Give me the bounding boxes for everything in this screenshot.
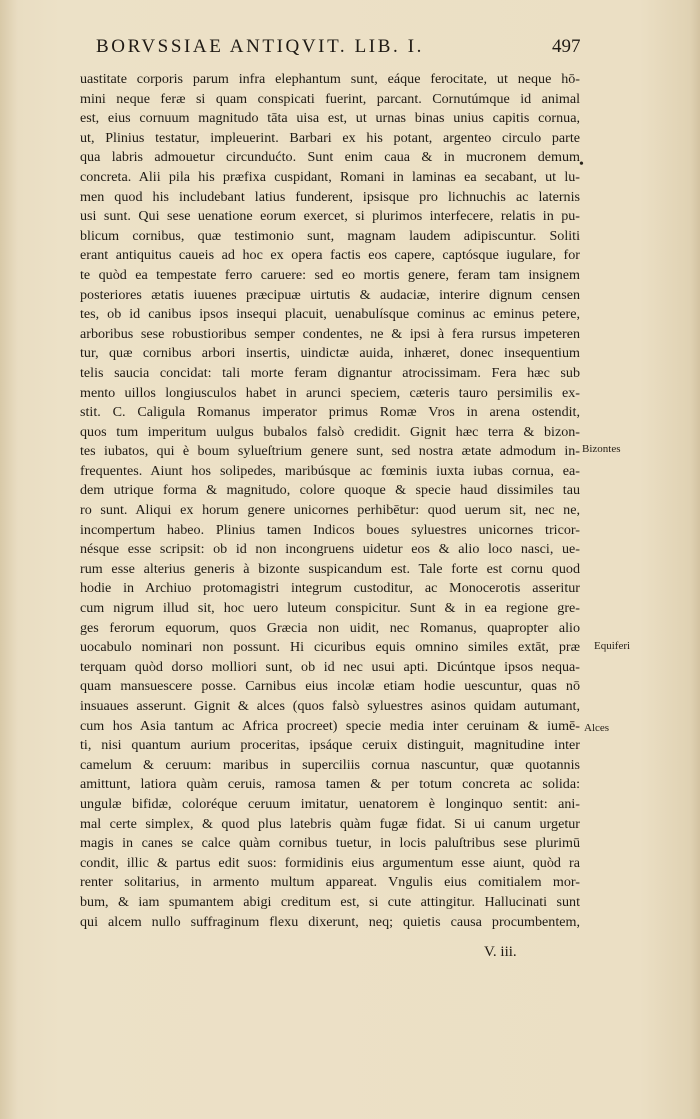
running-title: BORVSSIAE ANTIQVIT. LIB. I. — [96, 36, 424, 57]
text-line: magis in canes se calce quàm cornibus tuetur, in locis paluſtribus sese plurimū — [80, 835, 580, 852]
text-line: frequentes. Aiunt hos solipedes, maribúsque ac fœminis iuxta iubas cornua, ea- — [80, 462, 580, 479]
text-line: renter solitarius, in armento multum appareat. Vngulis eius comitialem mor- — [80, 874, 580, 891]
text-line: tes, ob id canibus ipsos insequi placuit, uenabulísque cominus ac eminus petere, — [80, 306, 580, 323]
marginal-note-alces: Alces — [584, 722, 610, 734]
text-line: incompertum habeo. Plinius tamen Indicos boues syluestres unicornes tricor- — [80, 521, 580, 538]
text-line: hodie in Archiuo protomagistri integrum custoditur, ac Monocerotis asseritur — [80, 580, 580, 597]
text-line: posteriores ætatis iuuenes præcipuæ uirtutis & audaciæ, interire dignum censen — [80, 286, 580, 303]
text-line: ges ferorum equorum, quos Græcia non uidit, nec Romanus, quapropter alio — [80, 619, 580, 636]
text-line: camelum & ceruum: maribus in superciliis cornua nascuntur, quæ quotannis — [80, 756, 580, 773]
text-line: uastitate corporis parum infra elephantum sunt, eáque ferocitate, ut neque hō- — [80, 71, 580, 87]
text-line: quam mansuescere posse. Carnibus eius incolæ etiam hodie uescuntur, quas nō — [80, 678, 580, 695]
text-line: erant antiquitus caueis ad hoc ex opera factis eos capere, captósque iugulare, for — [80, 247, 580, 264]
text-line: ti, nisi quantum aurium proceritas, ipsáque ceruix distinguit, magnitudine inter — [80, 737, 580, 754]
text-line: nésque esse scripsit: ob id non incongruens uidetur eos & alio loco nasci, ue- — [80, 541, 580, 558]
margin-mark: • — [579, 157, 584, 172]
text-line: te quòd ea tempestate ferro caruere: sed eo mortis genere, feram tam insignem — [80, 266, 580, 283]
body-text — [80, 70, 580, 932]
text-line: quos tum imperitum uulgus bubalos falsò credidit. Gignit hæc terra & bizon- — [80, 423, 580, 440]
text-line: qui alcem nullo suffraginum flexu dixerunt, neq; quietis causa procumbentem, — [80, 913, 580, 930]
text-line: ungulæ bifidæ, coloréque ceruum imitatur, uenatorem è longinquo sentit: ani- — [80, 795, 580, 812]
text-line: bum, & iam spumantem abigi creditum est, si cute attingitur. Hallucinati sunt — [80, 893, 580, 910]
text-line: mal certe simplex, & quod plus latebris quàm fugæ fidat. Si ui canum urgetur — [80, 815, 580, 832]
text-line: tes iubatos, qui è boum sylueſtrium genere sunt, sed nostra ætate admodum in- — [80, 443, 580, 460]
text-line: mento uillos longiusculos habet in arunci speciem, cæteris tauro persimilis ex- — [80, 384, 580, 401]
text-line: mini neque feræ si quam conspicati fuerint, parcant. Cornutúmque id animal — [80, 90, 580, 107]
text-line: blicum cornibus, quæ testimonio sunt, magnam laudem adipiscuntur. Soliti — [80, 227, 580, 244]
text-line: rum esse alterius generis à bizonte suspicandum est. Tale forte est cornu quod — [80, 560, 580, 577]
text-line: est, eius cornuum magnitudo tāta uisa est, ut urnas binas unius capitis cornua, — [80, 110, 580, 127]
text-line: uocabulo nominari non possunt. Hi cicuribus equis omnino similes extāt, præ — [80, 639, 580, 656]
page-number: 497 — [552, 36, 581, 57]
text-line: terquam quòd dorso molliori sunt, ob id nec usui apti. Dicúntque ipsos nequa- — [80, 658, 580, 675]
text-line: condit, illic & partus edit suos: formidinis eius argumentum esse aiunt, quòd ra — [80, 854, 580, 871]
text-line: stit. C. Caligula Romanus imperator primus Romæ Vros in arena ostendit, — [80, 404, 580, 421]
text-line: qua labris admouetur circundućto. Sunt enim caua & in mucronem demum — [80, 149, 580, 166]
text-line: ut, Plinius testatur, impleuerint. Barbari ex his potant, argenteo circulo parte — [80, 129, 580, 146]
text-line: ro sunt. Aliqui ex horum genere unicornes perhibētur: quod uerum sit, nec ne, — [80, 502, 580, 519]
text-line: arboribus sese robustioribus semper condentes, ne & ipsi à fera rursus impeteren — [80, 325, 580, 342]
text-line: tur, quæ cornibus arbori insertis, uindictæ auida, inhæret, donec insequentium — [80, 345, 580, 362]
page-header — [96, 36, 616, 62]
text-line: telis saucia concidat: tali morte feram dignantur atrocissimam. Fera hæc sub — [80, 364, 580, 381]
text-line: insuaues asserunt. Gignit & alces (quos falsò syluestres asinos quidam autumant, — [80, 698, 580, 714]
text-line: concreta. Alii pila his præfixa cuspidant, Romani in laminas ea secabant, ut lu- — [80, 168, 580, 185]
signature-mark: V. iii. — [484, 944, 517, 960]
marginal-note-equi-feri: Equiferi — [594, 640, 631, 652]
text-line: amittunt, latiora quàm ceruis, ramosa tamen & per totum concreta ac solida: — [80, 776, 580, 793]
text-line: dem utrique forma & magnitudo, colore quoque & specie haud dissimiles tau — [80, 482, 580, 499]
text-line: men quod his includebant latius funderent, ipsisque pro lichnuchis ac laternis — [80, 188, 580, 205]
text-line: cum hos Asia tantum ac Africa procreet) specie media inter ceruinam & iumē- — [80, 717, 580, 734]
text-line: cum nigrum illud sit, hoc uero luteum conspicitur. Sunt & in ea regione gre- — [80, 600, 580, 617]
text-line: usi sunt. Qui sese uenatione eorum exercet, si plurimos interfecere, relatis in pu- — [80, 208, 580, 225]
marginal-note-bizontes: Bizontes — [582, 443, 621, 455]
